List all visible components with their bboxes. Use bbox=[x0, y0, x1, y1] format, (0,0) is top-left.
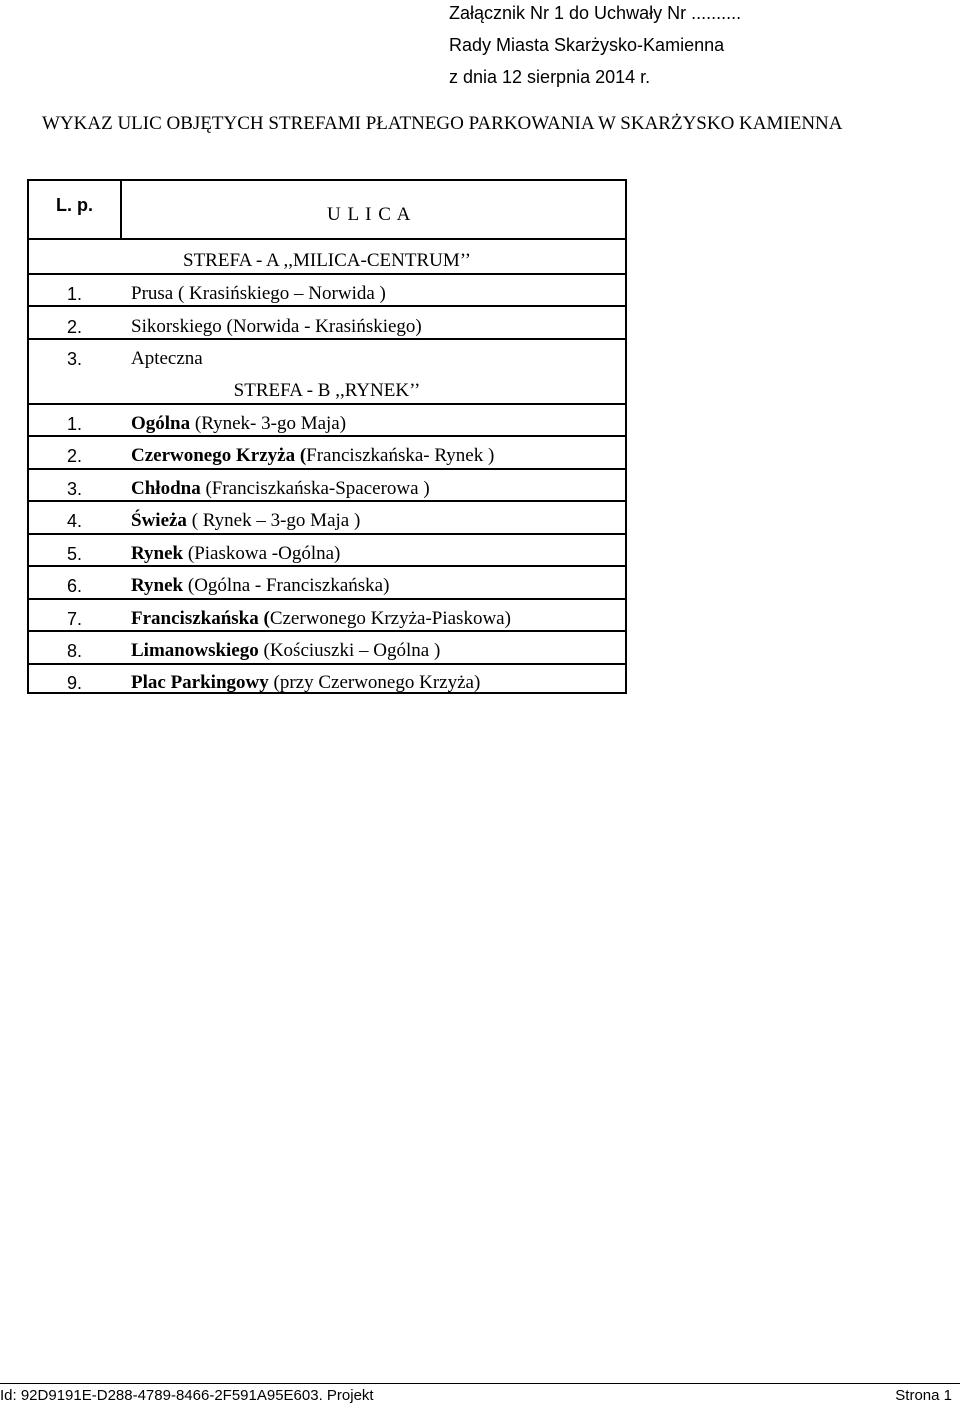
row-number: 3. bbox=[67, 349, 83, 369]
footer-page-number: Strona 1 bbox=[895, 1387, 952, 1404]
street-name: Chłodna (Franciszkańska-Spacerowa ) bbox=[131, 478, 430, 499]
zone-b-heading: STREFA - B ,,RYNEK’’ bbox=[233, 380, 421, 401]
header-divider bbox=[29, 238, 625, 240]
street-name: Franciszkańska (Czerwonego Krzyża-Piaskowa) bbox=[131, 608, 511, 629]
row-number: 2. bbox=[67, 446, 83, 466]
street-name: Rynek (Piaskowa -Ogólna) bbox=[131, 543, 341, 564]
zone-a-heading: STREFA - A ,,MILICA-CENTRUM’’ bbox=[183, 250, 471, 271]
street-name: Świeża ( Rynek – 3-go Maja ) bbox=[131, 510, 361, 531]
attachment-line-1: Załącznik Nr 1 do Uchwały Nr .......... bbox=[449, 3, 742, 23]
street-name: Ogólna (Rynek- 3-go Maja) bbox=[131, 413, 347, 434]
street-name: Sikorskiego (Norwida - Krasińskiego) bbox=[131, 316, 422, 337]
row-number: 6. bbox=[67, 576, 83, 596]
row-divider bbox=[29, 468, 625, 470]
row-number: 9. bbox=[67, 673, 83, 693]
document-title: WYKAZ ULIC OBJĘTYCH STREFAMI PŁATNEGO PARKOWANIA W SKARŻYSKO KAMIENNA bbox=[42, 113, 843, 134]
row-divider bbox=[29, 338, 625, 340]
streets-table bbox=[27, 179, 627, 694]
row-number: 7. bbox=[67, 609, 83, 629]
header-column-divider bbox=[120, 181, 122, 240]
street-name: Czerwonego Krzyża (Franciszkańska- Rynek ) bbox=[131, 445, 495, 466]
footer-rule bbox=[0, 1383, 960, 1384]
attachment-line-3: z dnia 12 sierpnia 2014 r. bbox=[449, 67, 651, 87]
footer-document-id: Id: 92D9191E-D288-4789-8466-2F591A95E603. Projekt bbox=[0, 1387, 374, 1404]
row-divider bbox=[29, 403, 625, 405]
row-divider bbox=[29, 598, 625, 600]
row-number: 3. bbox=[67, 479, 83, 499]
street-name: Limanowskiego (Kościuszki – Ogólna ) bbox=[131, 640, 441, 661]
street-name: Rynek (Ogólna - Franciszkańska) bbox=[131, 575, 390, 596]
street-name: Plac Parkingowy (przy Czerwonego Krzyża) bbox=[131, 672, 481, 693]
row-number: 5. bbox=[67, 544, 83, 564]
row-divider bbox=[29, 533, 625, 535]
row-number: 2. bbox=[67, 317, 83, 337]
row-number: 4. bbox=[67, 511, 83, 531]
column-header-lp: L. p. bbox=[56, 195, 93, 215]
row-number: 1. bbox=[67, 414, 83, 434]
row-divider bbox=[29, 305, 625, 307]
row-divider bbox=[29, 565, 625, 567]
row-number: 1. bbox=[67, 284, 83, 304]
attachment-line-2: Rady Miasta Skarżysko-Kamienna bbox=[449, 35, 725, 55]
row-divider bbox=[29, 630, 625, 632]
row-number: 8. bbox=[67, 641, 83, 661]
row-divider bbox=[29, 500, 625, 502]
row-divider bbox=[29, 273, 625, 275]
column-header-ulica: U L I C A bbox=[327, 204, 412, 225]
row-divider bbox=[29, 663, 625, 665]
street-name: Prusa ( Krasińskiego – Norwida ) bbox=[131, 283, 386, 304]
row-divider bbox=[29, 435, 625, 437]
street-name: Apteczna bbox=[131, 348, 203, 369]
